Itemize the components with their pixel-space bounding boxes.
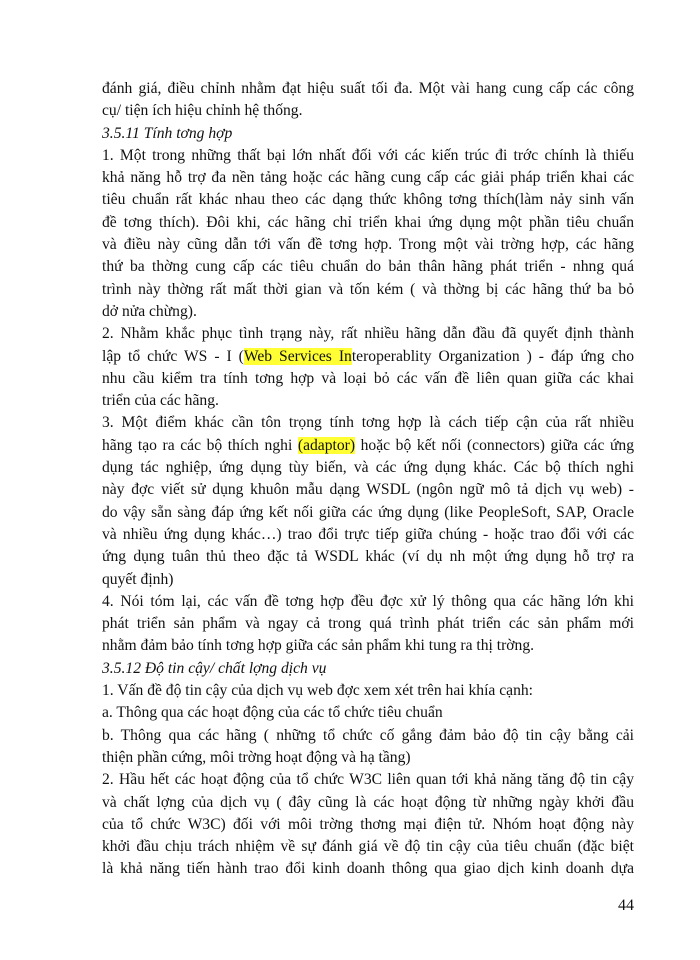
text-line: 4. Nói tóm lại, các vấn đề tơng hợp đều đợc xử lý thông qua các hãng lớn khi xyxy=(102,592,634,610)
text-line: khả năng hỗ trợ đa nền tảng hoặc các hãng cung cấp các giải pháp triển khai các xyxy=(102,169,634,187)
text-line: khởi đầu chịu trách nhiệm về sự đánh giá về độ tin cậy của tiêu chuẩn (đặc biệt xyxy=(102,838,634,856)
section-heading: 3.5.12 Độ tin cậy/ chất lợng dịch vụ xyxy=(102,659,327,677)
highlighted-text: (adaptor) xyxy=(297,436,356,454)
text-line: thiện phần cứng, môi trờng hoạt động và hạ tầng) xyxy=(102,748,411,766)
body-text xyxy=(102,78,634,881)
text-line: quyết định) xyxy=(102,570,174,588)
text-segment: lập tổ chức WS - I ( xyxy=(102,347,244,365)
text-line: a. Thông qua các hoạt động của các tổ chức tiêu chuẩn xyxy=(102,704,443,722)
text-line xyxy=(102,435,634,457)
section-heading: 3.5.11 Tính tơng hợp xyxy=(102,124,233,142)
text-line: 2. Nhằm khắc phục tình trạng này, rất nhiều hãng dẫn đầu đã quyết định thành xyxy=(102,325,634,343)
text-line: và điều này cũng dẫn tới vấn đề tơng hợp. Trong một vài trờng hợp, các hãng xyxy=(102,236,634,254)
text-line: đánh giá, điều chỉnh nhằm đạt hiệu suất tối đa. Một vài hang cung cấp các công xyxy=(102,80,634,97)
text-line: và nhiều ứng dụng khác…) trao đổi trực tiếp giữa chúng - hoặc trao đổi với các xyxy=(102,525,634,543)
text-line: tiêu chuẩn rất khác nhau theo các dạng thức không tơng thích(làm nảy sinh vấn xyxy=(102,191,634,209)
text-line: là khả năng tiến hành trao đổi kinh doanh thông qua giao dịch kinh doanh dựa xyxy=(102,860,634,878)
text-line: b. Thông qua các hãng ( những tổ chức cố gắng đảm bảo độ tin cậy bằng cải xyxy=(102,726,634,744)
text-line: nhu cầu kiểm tra tính tơng hợp và loại bỏ các vấn đề liên quan giữa các khai xyxy=(102,369,634,387)
text-line: đề tơng thích). Đôi khi, các hãng chỉ triển khai ứng dụng một phần tiêu chuẩn xyxy=(102,213,634,231)
text-line: 2. Hầu hết các hoạt động của tổ chức W3C liên quan tới khả năng tăng độ tin cậy xyxy=(102,771,634,789)
text-line xyxy=(102,346,634,368)
text-segment: hoặc bộ kết nối (connectors) giữa các ứng xyxy=(355,436,634,454)
text-line: ứng dụng tuân thủ theo đặc tả WSDL khác (ví dụ nh một ứng dụng hỗ trợ ra xyxy=(102,548,634,566)
text-line: trình này thờng rất mất thời gian và tốn kém ( và thờng bị các hãng thứ ba bỏ xyxy=(102,280,634,298)
text-line: dụng tác nghiệp, ứng dụng tùy biến, và các ứng dụng khác. Các bộ thích nghi xyxy=(102,459,634,477)
highlighted-text: Web Services In xyxy=(243,347,352,365)
text-line: này đợc viết sử dụng khuôn mẫu dạng WSDL (ngôn ngữ mô tả dịch vụ web) - xyxy=(102,481,634,499)
text-line: và chất lợng của dịch vụ ( đây cũng là các hoạt động từ những ngày khởi đầu xyxy=(102,793,634,811)
text-line: 1. Một trong những thất bại lớn nhất đối với các kiến trúc đi trớc chính là thiếu xyxy=(102,146,634,164)
text-line: của tổ chức W3C) đối với môi trờng thơng mại điện tử. Nhóm hoạt động này xyxy=(102,815,634,833)
text-segment: hãng tạo ra các bộ thích nghi xyxy=(102,436,298,454)
text-line: phát triển sản phẩm và ngay cả trong quá trình phát triển các sản phẩm mới xyxy=(102,615,634,633)
text-line: do vậy sẵn sàng đáp ứng kết nối giữa các ứng dụng (like PeopleSoft, SAP, Oracle xyxy=(102,503,634,521)
text-line: 3. Một điểm khác cần tôn trọng tính tơng hợp là cách tiếp cận của rất nhiều xyxy=(102,414,634,432)
text-line: triển của các hãng. xyxy=(102,392,219,410)
page-number: 44 xyxy=(618,897,634,914)
text-line: thứ ba thờng cung cấp các tiêu chuẩn do bản thân hãng phát triển - nhng quá xyxy=(102,258,634,276)
text-line: nhằm đảm bảo tính tơng hợp giữa các sản phẩm khi tung ra thị trờng. xyxy=(102,637,535,655)
text-line: cụ/ tiện ích hiệu chỉnh hệ thống. xyxy=(102,102,303,120)
text-line: dở nửa chừng). xyxy=(102,302,197,320)
text-line: 1. Vấn đề độ tin cậy của dịch vụ web đợc xem xét trên hai khía cạnh: xyxy=(102,682,534,700)
text-segment: teroperablity Organization ) - đáp ứng cho xyxy=(351,347,634,365)
